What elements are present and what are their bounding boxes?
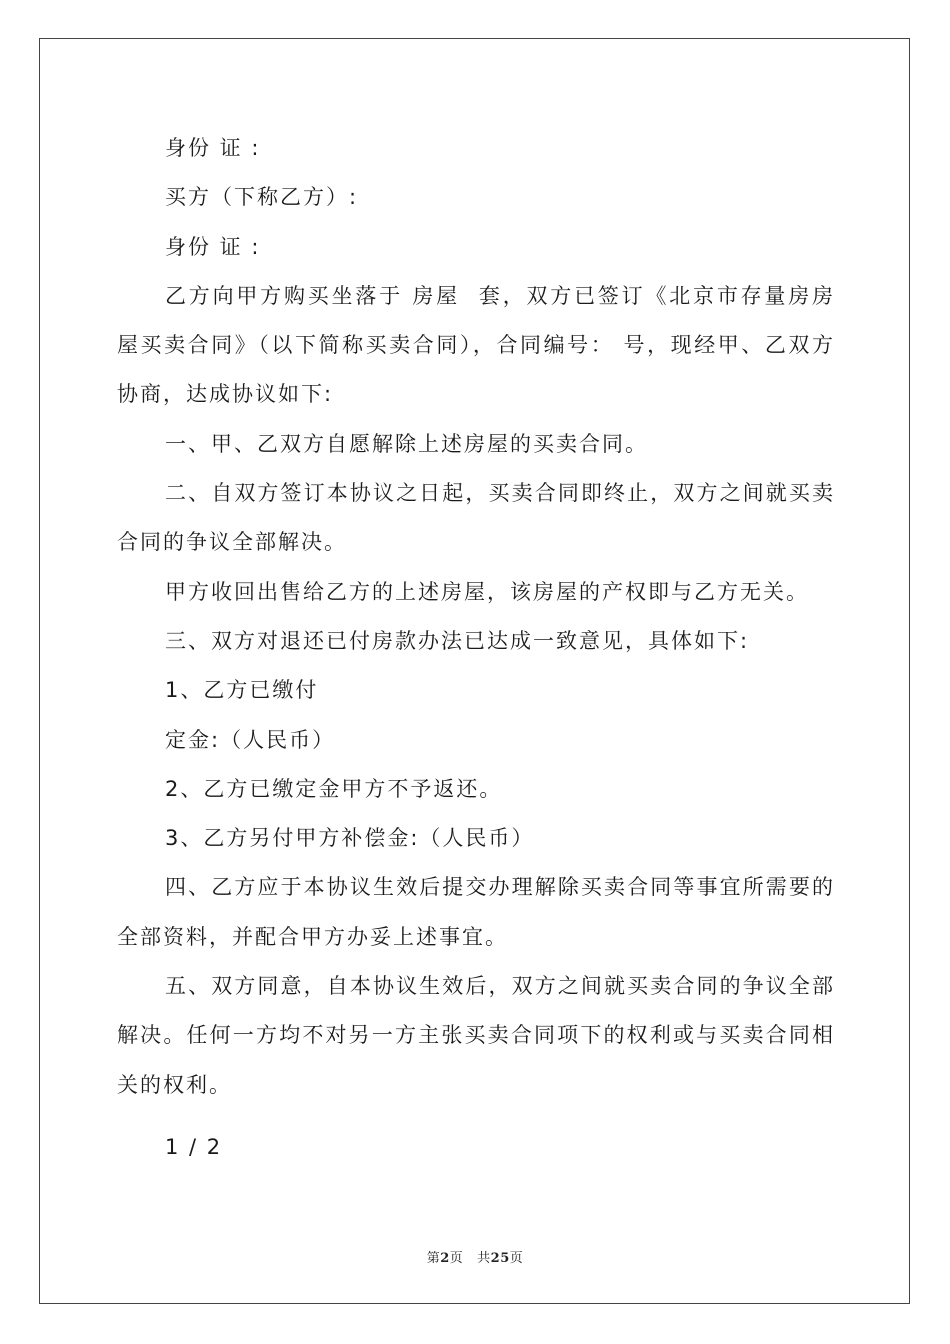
preamble-paragraph: 乙方向甲方购买坐落于 房屋 套，双方已签订《北京市存量房房屋买卖合同》（以下简称买卖合同），合同编号： 号，现经甲、乙双方协商，达成协议如下:: [117, 283, 835, 407]
footer-suffix: 页: [509, 1251, 524, 1266]
footer-current-page: 2: [440, 1251, 450, 1266]
id-card-line-seller: 身份 证 :: [165, 136, 261, 160]
clause-1: 一、甲、乙双方自愿解除上述房屋的买卖合同。: [165, 431, 648, 456]
clause-2: 二、自双方签订本协议之日起，买卖合同即终止，双方之间就买卖合同的争议全部解决。: [117, 481, 835, 555]
clause-3-item-1: 1、乙方已缴付: [165, 678, 319, 703]
clause-4: 四、乙方应于本协议生效后提交办理解除买卖合同等事宜所需要的全部资料，并配合甲方办妥上述事宜。: [117, 875, 835, 949]
inline-page-reference: 1 / 2: [165, 1134, 223, 1159]
document-body: [117, 124, 835, 1172]
clause-5: 五、双方同意，自本协议生效后，双方之间就买卖合同的争议全部解决。任何一方均不对另一方主张买卖合同项下的权利或与买卖合同相关的权利。: [117, 974, 835, 1097]
clause-3-item-2: 2、乙方已缴定金甲方不予返还。: [165, 776, 503, 801]
id-card-line-buyer: 身份 证 :: [165, 234, 261, 259]
clause-2-detail: 甲方收回出售给乙方的上述房屋，该房屋的产权即与乙方无关。: [165, 579, 809, 604]
page-footer: [0, 1247, 950, 1266]
deposit-line: 定金:（人民币）: [165, 727, 336, 752]
footer-middle: 页 共: [449, 1251, 491, 1266]
buyer-line: 买方（下称乙方）:: [165, 185, 359, 210]
clause-3-item-3: 3、乙方另付甲方补偿金:（人民币）: [165, 826, 535, 851]
footer-prefix: 第: [426, 1251, 441, 1266]
clause-3: 三、双方对退还已付房款办法已达成一致意见，具体如下:: [165, 628, 750, 653]
footer-total-pages: 25: [490, 1251, 510, 1266]
